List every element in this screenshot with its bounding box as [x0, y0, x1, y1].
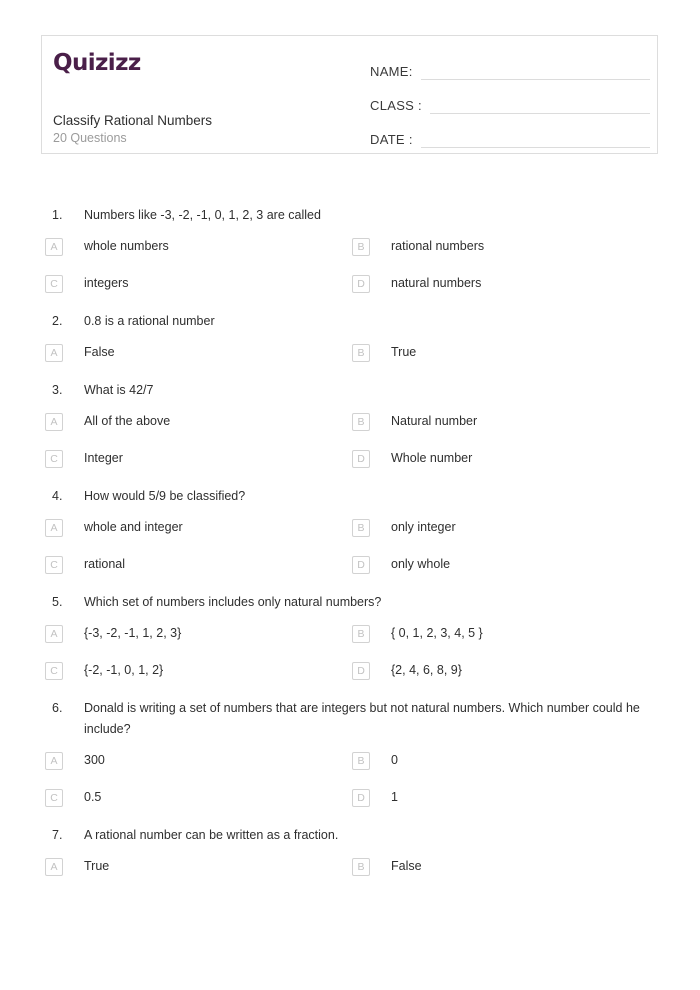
option-row — [45, 343, 655, 380]
question-number: 6. — [52, 701, 63, 715]
option-letter-box: B — [352, 413, 370, 431]
answer-options — [0, 518, 655, 592]
answer-option[interactable] — [45, 624, 352, 661]
option-text: Natural number — [391, 414, 478, 428]
option-letter-box: D — [352, 662, 370, 680]
option-letter-box: D — [352, 789, 370, 807]
question-block — [0, 825, 700, 894]
answer-option[interactable] — [352, 788, 659, 825]
question-text: Which set of numbers includes only natural numbers? — [84, 595, 382, 609]
option-text: False — [84, 345, 115, 359]
question-text: A rational number can be written as a fraction. — [84, 828, 339, 842]
quizizz-logo — [53, 52, 141, 75]
name-field-row — [370, 58, 650, 80]
student-info-fields — [370, 58, 650, 148]
answer-options — [0, 857, 655, 894]
question-text: How would 5/9 be classified? — [84, 489, 246, 503]
answer-option[interactable] — [352, 412, 659, 449]
question-text: Donald is writing a set of numbers that are integers but not natural numbers. Which number could he include? — [84, 701, 640, 736]
option-row — [45, 274, 655, 311]
option-text: True — [84, 859, 110, 873]
answer-option[interactable] — [45, 555, 352, 592]
question-number: 4. — [52, 489, 63, 503]
name-field-input[interactable] — [421, 64, 650, 80]
option-text: True — [391, 345, 417, 359]
option-text: {-3, -2, -1, 1, 2, 3} — [84, 626, 182, 640]
option-letter-box: B — [352, 344, 370, 362]
option-letter-box: C — [45, 662, 63, 680]
option-row — [45, 449, 655, 486]
answer-option[interactable] — [352, 661, 659, 698]
option-text: rational — [84, 557, 125, 571]
option-text: Whole number — [391, 451, 473, 465]
option-text: { 0, 1, 2, 3, 4, 5 } — [391, 626, 483, 640]
date-field-input[interactable] — [421, 132, 650, 148]
date-field-label: DATE : — [370, 132, 413, 147]
option-letter-box: C — [45, 789, 63, 807]
worksheet-title: Classify Rational Numbers — [53, 113, 213, 128]
answer-option[interactable] — [45, 449, 352, 486]
option-row — [45, 412, 655, 449]
option-letter-box: B — [352, 752, 370, 770]
answer-options — [0, 343, 655, 380]
option-row — [45, 518, 655, 555]
question-header — [0, 825, 700, 846]
option-letter-box: B — [352, 238, 370, 256]
question-number: 5. — [52, 595, 63, 609]
worksheet-header-card — [41, 35, 658, 154]
answer-option[interactable] — [352, 343, 659, 380]
question-header — [0, 205, 700, 226]
question-header — [0, 380, 700, 401]
answer-option[interactable] — [45, 518, 352, 555]
answer-option[interactable] — [352, 449, 659, 486]
option-text: 0.5 — [84, 790, 102, 804]
question-number: 1. — [52, 208, 63, 222]
question-block — [0, 592, 700, 698]
option-text: {2, 4, 6, 8, 9} — [391, 663, 462, 677]
question-block — [0, 311, 700, 380]
option-letter-box: A — [45, 413, 63, 431]
option-letter-box: A — [45, 752, 63, 770]
quizizz-logo-text: Quizizz — [53, 50, 141, 76]
option-row — [45, 237, 655, 274]
option-letter-box: A — [45, 238, 63, 256]
option-text: natural numbers — [391, 276, 482, 290]
option-row — [45, 555, 655, 592]
option-letter-box: C — [45, 450, 63, 468]
option-text: only integer — [391, 520, 456, 534]
option-row — [45, 788, 655, 825]
question-text: 0.8 is a rational number — [84, 314, 215, 328]
question-header — [0, 311, 700, 332]
answer-option[interactable] — [352, 274, 659, 311]
answer-option[interactable] — [352, 555, 659, 592]
option-letter-box: A — [45, 519, 63, 537]
option-letter-box: C — [45, 556, 63, 574]
question-text: What is 42/7 — [84, 383, 154, 397]
class-field-input[interactable] — [430, 98, 650, 114]
question-block — [0, 380, 700, 486]
answer-option[interactable] — [45, 237, 352, 274]
question-block — [0, 698, 700, 825]
option-letter-box: A — [45, 625, 63, 643]
answer-option[interactable] — [352, 237, 659, 274]
answer-option[interactable] — [352, 518, 659, 555]
name-field-label: NAME: — [370, 64, 413, 79]
option-letter-box: B — [352, 519, 370, 537]
option-row — [45, 624, 655, 661]
question-number: 3. — [52, 383, 63, 397]
answer-option[interactable] — [352, 857, 659, 894]
option-text: Integer — [84, 451, 123, 465]
worksheet-question-count: 20 Questions — [53, 131, 127, 145]
option-letter-box: A — [45, 858, 63, 876]
option-row — [45, 751, 655, 788]
answer-option[interactable] — [45, 751, 352, 788]
date-field-row — [370, 126, 650, 148]
option-row — [45, 661, 655, 698]
option-letter-box: A — [45, 344, 63, 362]
option-text: whole numbers — [84, 239, 169, 253]
option-text: only whole — [391, 557, 451, 571]
question-number: 7. — [52, 828, 63, 842]
answer-options — [0, 237, 655, 311]
answer-option[interactable] — [45, 412, 352, 449]
option-letter-box: B — [352, 625, 370, 643]
answer-option[interactable] — [45, 788, 352, 825]
option-text: integers — [84, 276, 129, 290]
option-letter-box: D — [352, 450, 370, 468]
option-letter-box: C — [45, 275, 63, 293]
option-letter-box: D — [352, 275, 370, 293]
questions-list — [0, 205, 700, 894]
answer-option[interactable] — [45, 343, 352, 380]
question-text: Numbers like -3, -2, -1, 0, 1, 2, 3 are called — [84, 208, 321, 222]
answer-options — [0, 624, 655, 698]
answer-option[interactable] — [45, 274, 352, 311]
answer-option[interactable] — [45, 661, 352, 698]
class-field-label: CLASS : — [370, 98, 422, 113]
answer-option[interactable] — [352, 624, 659, 661]
option-text: rational numbers — [391, 239, 485, 253]
option-row — [45, 857, 655, 894]
option-text: False — [391, 859, 422, 873]
option-letter-box: B — [352, 858, 370, 876]
option-text: {-2, -1, 0, 1, 2} — [84, 663, 164, 677]
header-left-section — [53, 36, 353, 153]
option-text: whole and integer — [84, 520, 183, 534]
option-text: 300 — [84, 753, 105, 767]
question-block — [0, 205, 700, 311]
answer-option[interactable] — [45, 857, 352, 894]
class-field-row — [370, 92, 650, 114]
question-number: 2. — [52, 314, 63, 328]
option-text: 0 — [391, 753, 398, 767]
option-text: All of the above — [84, 414, 171, 428]
option-text: 1 — [391, 790, 398, 804]
question-header — [0, 592, 700, 613]
answer-option[interactable] — [352, 751, 659, 788]
answer-options — [0, 412, 655, 486]
option-letter-box: D — [352, 556, 370, 574]
question-block — [0, 486, 700, 592]
answer-options — [0, 751, 655, 825]
question-header — [0, 698, 700, 740]
question-header — [0, 486, 700, 507]
